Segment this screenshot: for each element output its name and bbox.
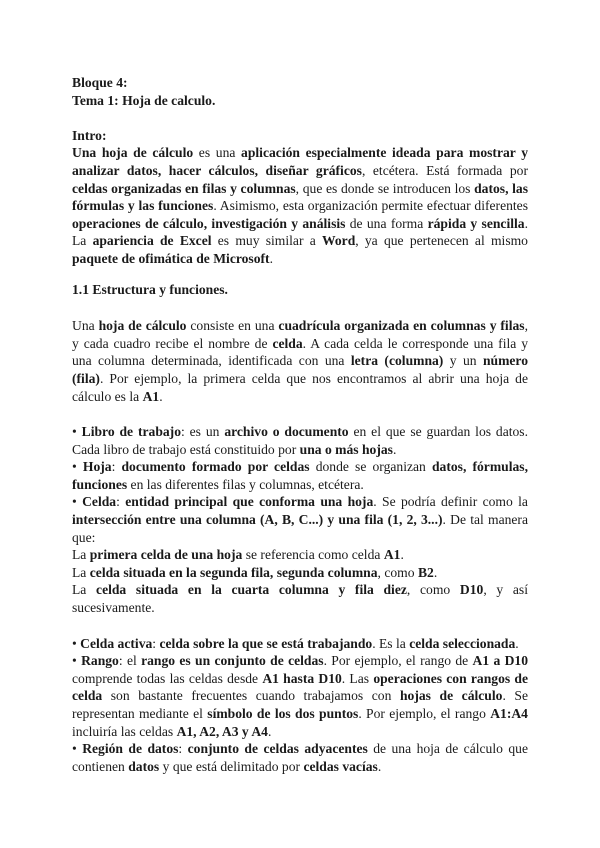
bold-text: Libro de trabajo [81, 424, 181, 440]
example-b2: La celda situada en la segunda fila, segunda columna, como B2. [72, 564, 438, 580]
bold-text: Word [322, 233, 356, 249]
bold-text: conjunto de celdas adyacentes [187, 741, 368, 757]
bold-text: primera celda de una hoja [89, 547, 243, 563]
example-a1: La primera celda de una hoja se referencia como celda A1. [72, 547, 404, 563]
bold-text: A1 [142, 388, 160, 404]
bold-text: Una [72, 145, 102, 161]
bold-text: celda situada en la segunda fila, segunda columna [89, 564, 378, 580]
bold-text: operaciones con rangos de celda [72, 670, 529, 704]
intro-heading: Intro: [72, 127, 107, 143]
topic-title: Tema 1: Hoja de calculo. [72, 92, 216, 108]
intro-paragraph: Una hoja de cálculo es una aplicación especialmente ideada para mostrar y analizar datos, hacer cálculos, diseñar gráficos, etcétera. Está formada por celdas organizadas en filas y columnas, que es donde se introducen los datos, las fórmulas y las funciones. Asimismo, esta organización permite efectuar diferentes operaciones de cálculo, investigación y análisis de una forma rápida y sencilla. La apariencia de Excel es muy similar a Word, ya que pertenecen al mismo paquete de ofimática de Microsoft. [72, 145, 528, 266]
list-item-region-datos: • Región de datos: conjunto de celdas adyacentes de una hoja de cálculo que contienen datos y que está delimitado por celdas vacías. [72, 741, 528, 774]
bold-text: hojas de cálculo [399, 688, 503, 704]
bold-text: archivo o documento [224, 424, 349, 440]
bold-text: rango es un conjunto de celdas [141, 653, 324, 669]
document-content [72, 74, 528, 775]
bold-text: símbolo de los dos puntos [207, 706, 359, 721]
bold-text: intersección entre una columna (A, B, C...) y una fila (1, 2, 3...) [72, 512, 443, 528]
definitions-list-1 [72, 423, 528, 617]
bold-text: celdas vacías [303, 758, 378, 774]
bold-text: A1, A2, A3 y A4 [176, 723, 268, 739]
bold-text: apariencia de Excel [92, 233, 212, 249]
bold-text: celda seleccionada [409, 635, 516, 651]
bold-text: B2 [417, 564, 434, 580]
bold-text: celda [272, 335, 303, 351]
bold-text: hoja de cálculo [98, 318, 187, 334]
bold-text: Región de datos [82, 741, 179, 757]
bold-text: A1 a D10 [472, 653, 528, 669]
bold-text: celda sobre la que se está trabajando [159, 635, 373, 651]
bold-text: cuadrícula organizada en columnas y filas [278, 318, 525, 334]
bold-text: operaciones de cálculo, investigación y análisis [72, 215, 346, 231]
block-title: Bloque 4: [72, 75, 128, 90]
definitions-list-2 [72, 635, 528, 776]
example-d10: La celda situada en la cuarta columna y fila diez, como D10, y así sucesivamente. [72, 582, 528, 616]
bold-text: rápida y sencilla [427, 215, 525, 231]
list-item-hoja: • Hoja: documento formado por celdas donde se organizan datos, fórmulas, funciones en las diferentes filas y columnas, etcétera. [72, 459, 528, 492]
list-item-celda: • Celda: entidad principal que conforma una hoja. Se podría definir como la intersección entre una columna (A, B, C...) y una fila (1, 2, 3...). De tal manera que: [72, 494, 528, 545]
bold-text: documento formado por celdas [121, 459, 310, 475]
bold-text: A1:A4 [490, 706, 528, 721]
bold-text: paquete de ofimática de Microsoft [72, 250, 270, 266]
bold-text: datos, fórmulas, funciones [72, 459, 528, 492]
bold-text: celdas organizadas en filas y columnas [72, 180, 296, 196]
bold-text: aplicación especialmente ideada para mostrar y analizar datos, hacer cálculos, diseñar gráficos [72, 145, 528, 178]
bold-text: letra (columna) [350, 353, 444, 369]
bold-text: hoja de cálculo [101, 145, 194, 161]
bold-text: A1 [383, 547, 401, 563]
list-item-rango: • Rango: el rango es un conjunto de celdas. Por ejemplo, el rango de A1 a D10 comprende todas las celdas desde A1 hasta D10. Las operaciones con rangos de celda son bastante frecuentes cuando trabajamos con hojas de cálculo. Se representan mediante el símbolo de los dos puntos. Por ejemplo, el rango A1:A4 incluiría las celdas A1, A2, A3 y A4. [72, 653, 529, 739]
bold-text: datos [128, 758, 160, 774]
bold-text: número (fila) [72, 353, 529, 386]
bold-text: A1 hasta D10 [262, 670, 342, 686]
bold-text: D10 [459, 582, 484, 598]
section-paragraph: Una hoja de cálculo consiste en una cuadrícula organizada en columnas y filas, y cada cuadro recibe el nombre de celda. A cada celda le corresponde una fila y una columna determinada, identificada con una letra (columna) y un número (fila). Por ejemplo, la primera celda que nos encontramos al abrir una hoja de cálculo es la A1. [72, 318, 529, 404]
bold-text: Hoja [82, 459, 112, 475]
bold-text: entidad principal que conforma una hoja [125, 494, 374, 510]
bold-text: celda situada en la cuarta columna y fila diez [96, 582, 407, 598]
list-item-libro: • Libro de trabajo: es un archivo o documento en el que se guardan los datos. Cada libro de trabajo está constituido por una o más hojas. [72, 424, 529, 457]
bold-text: Celda [82, 494, 117, 510]
section-heading: 1.1 Estructura y funciones. [72, 281, 228, 297]
bold-text: Rango [81, 653, 119, 669]
bold-text: datos, las fórmulas y las funciones [72, 180, 528, 214]
list-item-celda-activa: • Celda activa: celda sobre la que se está trabajando. Es la celda seleccionada. [72, 635, 519, 651]
bold-text: Celda activa [80, 635, 153, 651]
bold-text: una o más hojas [299, 441, 393, 457]
